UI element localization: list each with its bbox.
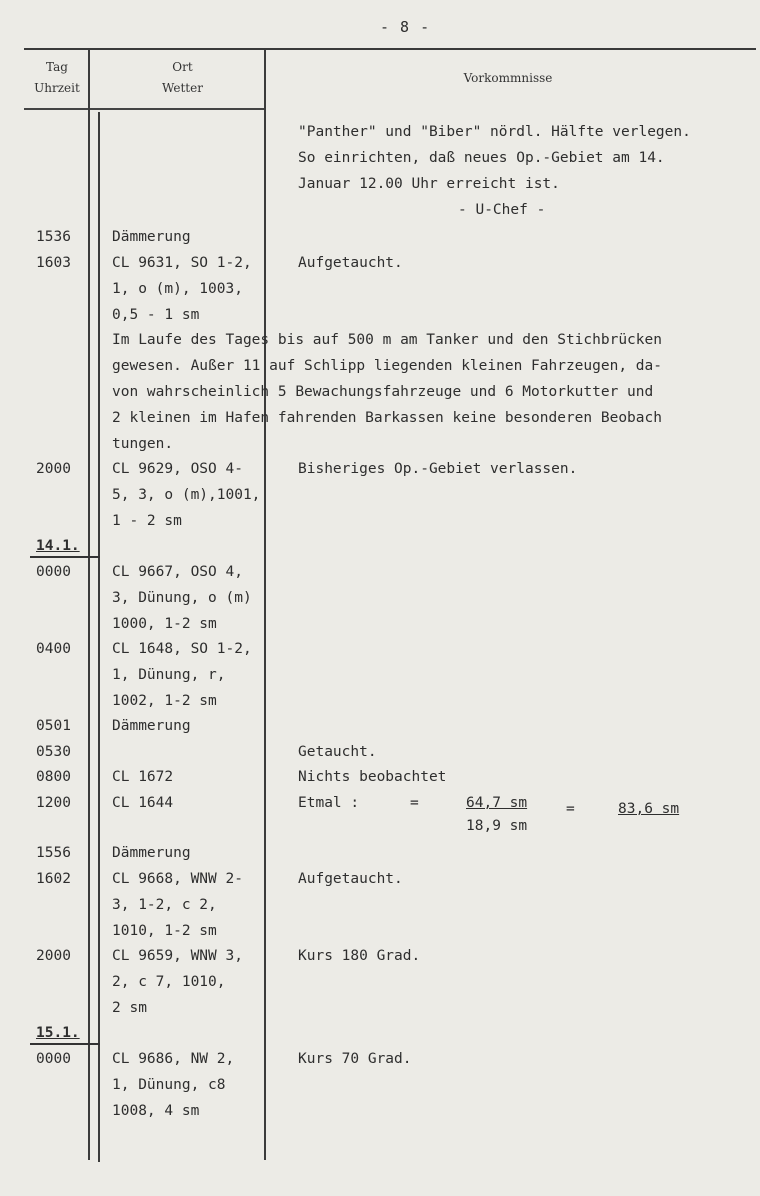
time-cell: 0530	[36, 744, 71, 760]
etmal-equals: =	[410, 795, 419, 811]
entry-text: von wahrscheinlich 5 Bewachungsfahrzeuge und 6 Motorkutter und	[112, 384, 654, 400]
time-cell: 1536	[36, 229, 71, 245]
column-rule-1	[88, 50, 90, 1160]
entry-text: tungen.	[112, 436, 174, 452]
weather-cell: 1, Dünung, c8	[112, 1077, 226, 1093]
entry-text: Getaucht.	[298, 744, 377, 760]
etmal-label: Etmal :	[298, 795, 360, 811]
etmal-numerator: 64,7 sm	[466, 795, 528, 811]
weather-cell: CL 9686, NW 2,	[112, 1051, 235, 1067]
time-cell: 1602	[36, 871, 71, 887]
entry-text: Im Laufe des Tages bis auf 500 m am Tanker und den Stichbrücken	[112, 332, 662, 348]
column-rule-2	[98, 112, 100, 1162]
weather-cell: CL 1648, SO 1-2,	[112, 641, 252, 657]
header-ort: Ort	[172, 60, 193, 74]
header-vorkommnisse: Vorkommnisse	[463, 71, 553, 85]
time-cell: 0800	[36, 769, 71, 785]
weather-cell: CL 1644	[112, 795, 174, 811]
page-number: - 8 -	[380, 18, 431, 36]
weather-cell: 1 - 2 sm	[112, 513, 182, 529]
weather-cell: 1002, 1-2 sm	[112, 693, 217, 709]
entry-text: Aufgetaucht.	[298, 255, 403, 271]
entry-text: Aufgetaucht.	[298, 871, 403, 887]
weather-cell: Dämmerung	[112, 229, 191, 245]
weather-cell: CL 9629, OSO 4-	[112, 461, 243, 477]
weather-cell: 3, 1-2, c 2,	[112, 897, 217, 913]
time-cell: 0501	[36, 718, 71, 734]
header-top-rule	[24, 48, 756, 50]
date-rule	[30, 556, 100, 558]
weather-cell: 1000, 1-2 sm	[112, 616, 217, 632]
entry-text: Kurs 180 Grad.	[298, 948, 421, 964]
time-cell: 1200	[36, 795, 71, 811]
time-cell: 2000	[36, 948, 71, 964]
entry-text: Januar 12.00 Uhr erreicht ist.	[298, 176, 560, 192]
header-wetter: Wetter	[162, 81, 203, 95]
date-heading: 14.1.	[36, 538, 80, 554]
column-rule-3	[264, 50, 266, 1160]
weather-cell: CL 9659, WNW 3,	[112, 948, 243, 964]
etmal-denominator: 18,9 sm	[466, 818, 528, 834]
weather-cell: 1010, 1-2 sm	[112, 923, 217, 939]
weather-cell: CL 9631, SO 1-2,	[112, 255, 252, 271]
entry-text: Bisheriges Op.-Gebiet verlassen.	[298, 461, 578, 477]
entry-text: Nichts beobachtet	[298, 769, 447, 785]
date-heading: 15.1.	[36, 1025, 80, 1041]
weather-cell: CL 9667, OSO 4,	[112, 564, 243, 580]
weather-cell: 1, o (m), 1003,	[112, 281, 243, 297]
weather-cell: 2, c 7, 1010,	[112, 974, 226, 990]
weather-cell: 3, Dünung, o (m)	[112, 590, 252, 606]
weather-cell: 1008, 4 sm	[112, 1103, 200, 1119]
date-rule	[30, 1043, 100, 1045]
time-cell: 2000	[36, 461, 71, 477]
entry-text: So einrichten, daß neues Op.-Gebiet am 14.	[298, 150, 665, 166]
signature-u-chef: - U-Chef -	[458, 202, 546, 218]
weather-cell: 2 sm	[112, 1000, 147, 1016]
header-uhrzeit: Uhrzeit	[34, 81, 80, 95]
time-cell: 0000	[36, 564, 71, 580]
time-cell: 0000	[36, 1051, 71, 1067]
weather-cell: Dämmerung	[112, 718, 191, 734]
weather-cell: Dämmerung	[112, 845, 191, 861]
entry-text: gewesen. Außer 11 auf Schlipp liegenden kleinen Fahrzeugen, da-	[112, 358, 662, 374]
header-ort-wetter	[110, 57, 255, 99]
header-bottom-rule	[24, 108, 264, 110]
entry-text: 2 kleinen im Hafen fahrenden Barkassen keine besonderen Beobach	[112, 410, 662, 426]
header-tag: Tag	[46, 60, 68, 74]
entry-text: "Panther" und "Biber" nördl. Hälfte verlegen.	[298, 124, 691, 140]
header-tag-uhrzeit	[26, 57, 88, 99]
time-cell: 1556	[36, 845, 71, 861]
etmal-equals: =	[566, 801, 575, 817]
etmal-total: 83,6 sm	[618, 801, 680, 817]
weather-cell: 5, 3, o (m),1001,	[112, 487, 261, 503]
weather-cell: CL 1672	[112, 769, 174, 785]
time-cell: 0400	[36, 641, 71, 657]
weather-cell: 0,5 - 1 sm	[112, 307, 200, 323]
weather-cell: 1, Dünung, r,	[112, 667, 226, 683]
weather-cell: CL 9668, WNW 2-	[112, 871, 243, 887]
entry-text: Kurs 70 Grad.	[298, 1051, 412, 1067]
time-cell: 1603	[36, 255, 71, 271]
